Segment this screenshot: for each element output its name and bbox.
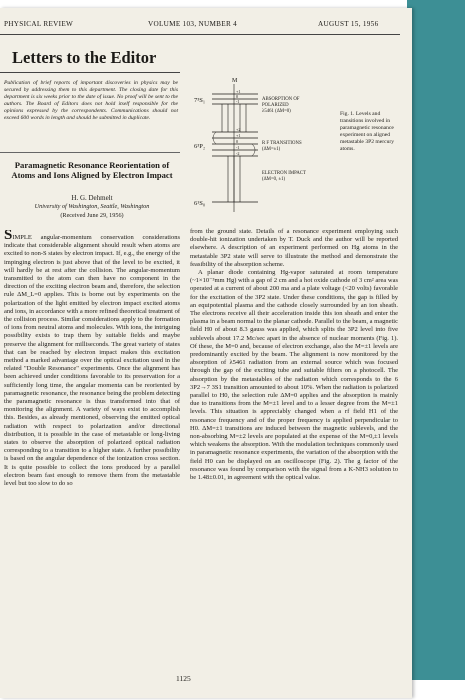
- absorption-label: POLARIZED: [262, 103, 289, 108]
- editorial-note: Publication of brief reports of important discoveries in physics may be secured by addressing them to this department. The closing date for this department is six weeks prior to the date of issue. No proof will be sent to the authors. The Board of Editors does not hold itself responsible for the opinions expressed by the correspondents. Communications should not exceed 600 words in length and should be submitted in duplicate.: [4, 80, 178, 122]
- right-paragraph: from the ground state. Details of a resonance experiment employing such double-hit ionization undertaken by T. Duck and the author will be reported elsewhere. A description of an experiment performed on Hg atoms in the metastable 3P2 state will serve to illustrate the method and demonstrate the feasibility of the absorption scheme.: [190, 228, 398, 268]
- editorial-rule: [0, 152, 180, 153]
- mid-sublevel: +1: [236, 133, 241, 138]
- drop-cap: S: [4, 230, 13, 243]
- rf-label: R F TRANSITIONS: [262, 141, 302, 146]
- page-number: 1125: [176, 674, 191, 683]
- issue-date: AUGUST 15, 1956: [318, 20, 379, 28]
- top-sublevel: +1: [236, 89, 241, 94]
- journal-name: PHYSICAL REVIEW: [4, 20, 74, 28]
- top-sublevel: 0: [236, 94, 239, 99]
- absorption-label: λ5461 (ΔM=0): [262, 109, 291, 114]
- left-column-text: IMPLE angular-momentum conservation considerations indicate that considerable alignment should result when atoms are excited to non-S states by electron impact. If, e.g., the energy of the impinging electron is just above that of the level to be excited, it will hardly be at rest after the collision. The angular-momentum transmitted to the atom can then have no component in the direction of the exciting electron beam and, therefore, the selection rule ΔM_L=0 applies. This is borne out by experiments on the polarization of the light emitted by electron impact excited atoms and ions, in accordance with a more refined theoretical treatment of the collision process. Similar considerations apply to the formation of ions from neutral atoms and molecules. With ions, the intriguing possibility exists to trap them by suitable fields and maybe preserve the alignment for milliseconds. The great variety of states that can be reached by electron impact makes this excitation method a marked advantage over the optical excitation used in the related "Double Resonance" experiments. Once the alignment has been achieved under conditions favorable to its preservation for a sufficiently long time, the angular momenta can be reoriented by paramagnetic resonance, the resonance being the problem detecting the paramagnetic resonance is thus transformed into that of monitoring the alignment. A variety of ways exist to accomplish this. Besides, as already mentioned, observing the emitted optical radiation with respect to polarization and/or directional distribution, it is possible in the case of metastable or long-living states to observe the absorption of polarized optical radiation corresponding to a transition to a higher state. A further possibility is based on the angular dependence of the ionization cross section. It is quite possible to collect the ions produced by a parallel electron beam fast enough to remove them from the metastable level but too slow to do so: [4, 234, 180, 488]
- right-paragraph: A planar diode containing Hg-vapor saturated at room temperature (~1×10⁻³mm Hg) with a gap of 2 cm and a hot oxide cathode of 3 cm² area was operated at a current of about 200 ma and a plate voltage (<20 volts) favorable for the excitation of the 3P2 state. Under these conditions, the gap is filled by an equipotential plasma and the cathode closely surrounded by an ion sheath. The electrons receive all their acceleration inside this ion sheath and enter the plasma in a beam normal to the planar cathode. Parallel to the beam, a magnetic field H0 of about 8.3 gauss was applied, which splits the 3P2 level into five sublevels about 17.2 Mc/sec apart in the absence of nuclear moments (Fig. 1). Of these, the M=0 and, because of electron exchange, also the M=±1 levels are predominantly excited by the beam. The alignment is now monitored by the absorption of λ5461 radiation from an external source which was focused through the gap of the exciting tube and suitable filters on a photocell. The absorption by the metastables of the radiation which corresponds to the 6 3P2→7 3S1 transition amounted to about 10%. When the radiation is polarized parallel to H0, the selection rule ΔM=0 applies and the absorption is mainly due to transitions from the M=±1 level and to a lesser degree from the M=±1 levels. This situation is appreciably changed when a rf field H1 of the resonance frequency and of the proper frequency is applied perpendicular to H0. ΔM=±1 transitions are induced between the magnetic sublevels, and the non-absorbing M=±2 levels are populated at the expense of the M=0,±1 levels which weakens the absorption. With the modulation techniques commonly used in paramagnetic resonance experiments, the variation of the absorption with the field H0 can be displayed on an oscilloscope (Fig. 2). The g factor of the resonance was found by comparison with the signal from a K-NH3 solution to be 1.48±0.01, in agreement with the optical value.: [190, 269, 398, 482]
- ground-level-label: 6¹S₀: [194, 200, 206, 207]
- mid-level-label: 6³P₂: [194, 143, 206, 150]
- section-title: Letters to the Editor: [12, 48, 157, 67]
- author-affiliation: University of Washington, Seattle, Washington: [34, 203, 150, 210]
- mid-sublevel: -1: [236, 145, 240, 150]
- energy-level-diagram: [192, 74, 338, 218]
- top-sublevel: -1: [236, 99, 240, 104]
- left-column: [4, 230, 180, 680]
- section-rule: [0, 72, 180, 73]
- mid-sublevel: +2: [236, 127, 241, 132]
- impact-label: ELECTRON IMPACT: [262, 171, 306, 176]
- running-head: [0, 20, 400, 32]
- header-rule: [0, 34, 400, 35]
- journal-page: [0, 8, 412, 698]
- volume-number: VOLUME 103, NUMBER 4: [148, 20, 238, 28]
- article-title: Paramagnetic Resonance Reorientation of Atoms and Ions Aligned by Electron Impact: [11, 160, 173, 181]
- top-level-label: 7³S₁: [194, 97, 206, 104]
- impact-label: (ΔM=0, ±1): [262, 177, 286, 182]
- m-label: M: [232, 78, 238, 84]
- rf-label: (ΔM=±1): [262, 147, 281, 152]
- absorption-label: ABSORPTION OF: [262, 97, 300, 102]
- mid-sublevel: 0: [236, 139, 239, 144]
- figure-caption: Fig. 1. Levels and transitions involved in paramagnetic resonance experiment on aligned metastable 3P2 mercury atoms.: [340, 111, 395, 152]
- mid-sublevel: -2: [236, 151, 240, 156]
- author-name: H. G. Dehmelt: [71, 194, 113, 202]
- received-date: (Received June 29, 1956): [60, 212, 124, 219]
- right-column: [190, 228, 398, 676]
- blue-backing-cover: [407, 0, 465, 680]
